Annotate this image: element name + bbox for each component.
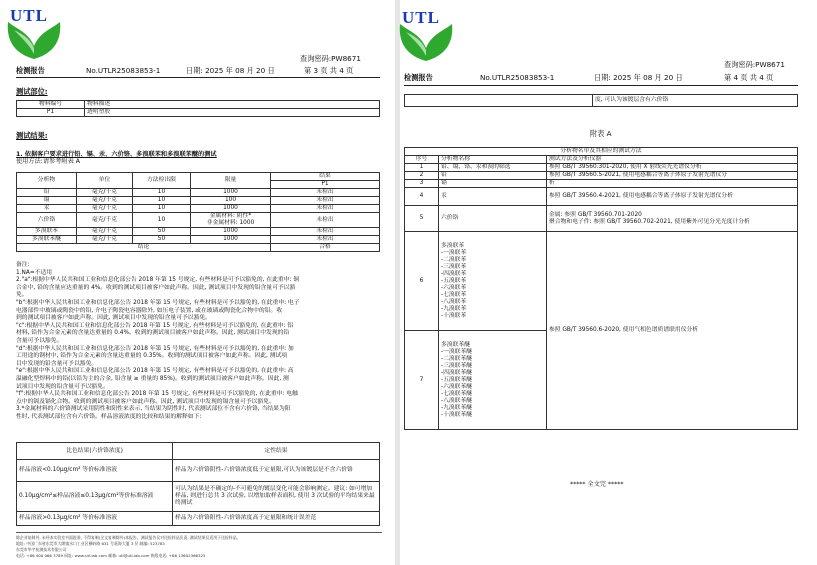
cr-cell-result: 样品为六价铬阴性-六价铬浓度低于定量限,可认为该镀层是不含六价铬 [173,460,380,482]
cell-limit: 1000 [191,189,271,197]
cell-no: 7 [405,331,439,430]
cell-method: 参照 GB/T 39560.301-2020, 使用 X 射线荧光光谱仪分析 [547,164,798,172]
continued-empty-cell [405,95,593,107]
cell-no: 1 [405,164,439,172]
cell-limit: 金属材料: 阴性* 非金属材料: 1000 [191,213,271,228]
table-row [17,197,380,205]
footer-line: 东莞市华宇检测技术有限公司 [16,547,67,552]
methods-title: 分析物名单及其相应的测试方法 [405,148,798,156]
cell-mdl: 10 [133,197,191,205]
note-line: 性时, 代表测试部位含有六价铬。样品溶液浓度的比较和结果的解释如下: [16,413,202,420]
report-date: 日期: 2025 年 08 月 20 日 [594,73,683,82]
table-row [17,228,380,236]
parts-header-desc: 物料描述 [85,101,380,109]
page-number: 第 3 页 共 4 页 [304,66,354,75]
cell-mdl: 10 [133,213,191,228]
cell-analyte: 多溴联苯醚 -一溴联苯醚 -二溴联苯醚 -三溴联苯醚 -四溴联苯醚 -五溴联苯醚 -六溴联苯醚 -七溴联苯醚 -八溴联苯醚 -九溴联苯醚 -十溴联苯醚 [439,331,547,430]
cell-analyte: 多溴联苯醚 [17,236,77,244]
query-code: 查询密码:PW8671 [300,54,361,63]
methods-table [404,147,798,430]
table-row [17,213,380,228]
note-line: 含量可予以豁免。 [16,337,63,344]
utl-logo [396,6,456,64]
note-line: 到的测试项目被客户如此声称。因此, 测试项目中发现的铅含量可予以豁免。 [16,315,211,322]
cell-analyte: 六价铬 [439,206,547,232]
cr-header-result: 定性结果 [173,443,380,460]
parts-header-code: 物料编号 [17,101,85,109]
cell-no: 6 [405,232,439,331]
parts-cell-code: P1 [17,109,85,117]
table-row [17,482,380,512]
parts-table [16,100,380,117]
cell-analyte: 镉 [439,180,547,188]
cell-mdl: 10 [133,205,191,213]
query-code: 查询密码:PW8671 [724,60,785,69]
cr-cell-result: 样品为六价铬阳性-六价铬浓度高于定量限和统计误差范 [173,512,380,526]
cr-cell-compare: 样品溶液>0.13μg/cm² 等价标准溶液 [17,512,173,526]
cell-result: 未检出 [271,236,380,244]
note-line: 材料, 铅作为合金元素的含量达重量的 0.4%。收到的测试项目被客户如此声称。因此, 测试项目中发现的铅 [16,330,290,337]
table-row [405,188,798,206]
cell-analyte: 铅、镉、铬、汞和溴的筛选 [439,164,547,172]
table-row [405,180,798,188]
conclusion-row [17,244,380,252]
notes-block [16,262,382,421]
note-line: 试项目中发现的铅含量可予以豁免。 [16,383,109,390]
note-line: 备注: [16,262,30,268]
header-label: 检测报告 [404,73,433,82]
report-number: No.UTLR25083853-1 [480,73,555,82]
header-divider [16,77,380,78]
cell-analyte: 镉 [17,197,77,205]
cell-unit: 毫克/千克 [77,228,133,236]
cell-unit: 毫克/千克 [77,197,133,205]
cell-limit: 1000 [191,236,271,244]
table-row [405,172,798,180]
col-method: 测试方法及分析仪器 [547,156,798,164]
cell-analyte: 汞 [17,205,77,213]
note-line: 电器部件中玻璃或陶瓷中的铅, 介电子陶瓷电容器除外, 如压电子装置, 或在玻璃或陶瓷化合物中的铅。收 [16,307,283,314]
header-divider [404,85,798,86]
cell-result: 未检出 [271,189,380,197]
table-row [17,460,380,482]
note-line: "f":根据中华人民共和国工业和信息化部公告 2018 年第 15 号规定, 有些材料是可予以豁免的, 在此重申: 电触 [16,391,298,398]
end-of-report: ***** 全文完 ***** [570,481,624,488]
col-analyte: 分析物 [17,173,77,189]
cell-no: 3 [405,180,439,188]
cell-method: 参照 GB/T 39560.5-2021, 使用电感耦合等离子体原子发射光谱仪分 [547,172,798,180]
report-page-4 [400,0,817,565]
col-limit: 限量 [191,173,271,189]
footer [16,535,382,559]
utl-logo [4,4,64,62]
cr-cell-compare: 样品溶液<0.10μg/cm² 等价标准溶液 [17,460,173,482]
note-line: 温融化型焊料中的铅(以铅为主的合金, 铅含量 ≥ 重量的 85%)。收到的测试项目被客户如此声称。因此, 测 [16,375,289,382]
cell-unit: 毫克/千克 [77,205,133,213]
cell-method-pbb: 参照 GB/T 39560.6-2020, 使用气相色谱质谱联用仪分析 [547,232,798,430]
note-line: 2."a":根据中华人民共和国工业和信息化部公告 2018 年第 15 号规定, 有些材料是可予以豁免的, 在此重申: 铜 [16,277,300,284]
col-no: 序号 [405,156,439,164]
table-row [405,206,798,232]
cell-result: 未检出 [271,228,380,236]
cell-method: 金属: 参照 GB/T 39560.701-2020 聚合物和电子件: 参照 GB/T 39560.702-2021, 使用紫外可见分光光度计分析 [547,206,798,232]
cell-method: 析 [547,180,798,188]
note-line: 工用途的钢材中, 铅作为合金元素的含量达重量的 0.35%。收到的测试项目被客户如此声称。因此, 测试项 [16,353,288,360]
report-number: No.UTLR25083853-1 [86,66,161,75]
cell-limit: 1000 [191,228,271,236]
note-line: 目中发现的铅含量可予以豁免。 [16,360,98,367]
cell-no: 4 [405,188,439,206]
cell-analyte: 多溴联苯 -一溴联苯 -二溴联苯 -三溴联苯 -四溴联苯 -五溴联苯 -六溴联苯 -七溴联苯 -八溴联苯 -九溴联苯 -十溴联苯 [439,232,547,331]
result-table [16,172,380,252]
note-line: 合金中, 铅的含量应达重量的 4%。收到的测试项目被客户如此声称。因此, 测试项目中发现的铅含量可予以豁 [16,284,296,291]
note-line: "c":根据中华人民共和国工业和信息化部公告 2018 年第 15 号规定, 有些材料是可予以豁免的, 在此重申: 铝 [16,322,294,329]
cr-cell-compare: 0.10μg/cm²≤样品溶液≤0.13μg/cm²等价标准溶液 [17,482,173,512]
note-line: "e":根据中华人民共和国工业和信息化部公告 2018 年第 15 号规定, 有些材料是可予以豁免的, 在此重申: 高 [16,368,294,375]
cell-unit: 毫克/千克 [77,189,133,197]
table-row [405,232,798,331]
note-line: 1.NA=不适用 [16,269,53,276]
cell-analyte: 铅 [439,172,547,180]
table-row [405,164,798,172]
cell-mdl: 10 [133,189,191,197]
cell-unit: 毫克/千克 [77,213,133,228]
cell-analyte: 汞 [439,188,547,206]
cell-result: 未检出 [271,213,380,228]
cell-limit: 1000 [191,205,271,213]
col-p1: P1 [271,181,380,189]
cell-no: 2 [405,172,439,180]
note-line: 3.*金属材料的六价铬测试采用阴性和阳性来表示, 当结果为阴性时, 代表测试部位不含有六价铬, 当结果为阳 [16,406,291,413]
footer-line: 除企业复制外, 未经本实验室书面批准, 不得复制(全文复制除外)本报告。测试报告仅对送检样品负责, 测试结果仅适用于送检样品。 [16,535,241,540]
cell-result: 未检出 [271,197,380,205]
col-analyte: 分析物名称 [439,156,547,164]
continued-text: 度, 可认为该镀层含有六价铬 [593,95,798,107]
parts-cell-desc: 透明塑胶 [85,109,380,117]
footer-divider [16,532,382,533]
table-row [17,189,380,197]
page-number: 第 4 页 共 4 页 [724,73,774,82]
cell-result: 未检出 [271,205,380,213]
note-line: 点中的镉及镉化合物。收到的测试项目被客户如此声称。因此, 测试项目中发现的镉含量可予以豁免。 [16,398,275,405]
conclusion-label: 结论 [17,244,271,252]
test-title: 1. 依据客户要求进行铅、镉、汞、六价铬、多溴联苯和多溴联苯醚的测试 [16,151,217,158]
cell-no: 5 [405,206,439,232]
note-line: "d":根据中华人民共和国工业和信息化部公告 2018 年第 15 号规定, 有些材料是可予以豁免的, 在此重申: 加 [16,345,294,352]
appendix-title: 附表 A [590,129,612,138]
note-line: 免。 [16,292,28,299]
col-result: 结果 [271,173,380,181]
conclusion-value: 合格 [271,244,380,252]
col-mdl: 方法检出限 [133,173,191,189]
note-line: "b":根据中华人民共和国工业和信息化部公告 2018 年第 15 号规定, 有些材料是可予以豁免的, 在此重申: 电子 [16,299,300,306]
logo-text: UTL [10,6,48,25]
cell-analyte: 六价铬 [17,213,77,228]
table-row [17,236,380,244]
cell-mdl: 50 [133,236,191,244]
cr-cell-result: 可认为结果是不确定的-不可避免的镀层变化可能会影响测定。建议: 如可增加样品, 则进行总共 3 次试验, 以增加取样表面积, 使用 3 次试验的平均结果来最终测试 [173,482,380,512]
header-label: 检测报告 [16,66,45,75]
table-row [17,512,380,526]
continued-table [404,94,798,107]
logo-text: UTL [402,8,440,27]
cell-mdl: 50 [133,228,191,236]
cell-unit: 毫克/千克 [77,236,133,244]
cr-header-compare: 比色结果(六价铬浓度) [17,443,173,460]
chromium-table [16,442,380,526]
section-parts: 测试部位: [16,87,48,96]
footer-line: 电话: +86 400 066 3789 网址: www.utl-lab.com 邮箱: utl@utl-lab.com 热线电话: +86 13602366325 [16,553,206,558]
table-row [17,205,380,213]
method-note: 使用方法:请参考附表 A [16,158,80,165]
footer-line: 地址: 中国广东省东莞市大朗镇水口工业区横岭路 631 号嘉海大厦 3 层 邮编: 523785 [16,541,165,546]
report-date: 日期: 2025 年 08 月 20 日 [186,66,275,75]
report-page-3 [0,0,395,565]
cell-analyte: 多溴联苯 [17,228,77,236]
section-result: 测试结果: [16,131,48,140]
cell-analyte: 铅 [17,189,77,197]
col-unit: 单位 [77,173,133,189]
cell-method: 参照 GB/T 39560.4-2021, 使用电感耦合等离子体原子发射光谱仪分析 [547,188,798,206]
cell-limit: 100 [191,197,271,205]
